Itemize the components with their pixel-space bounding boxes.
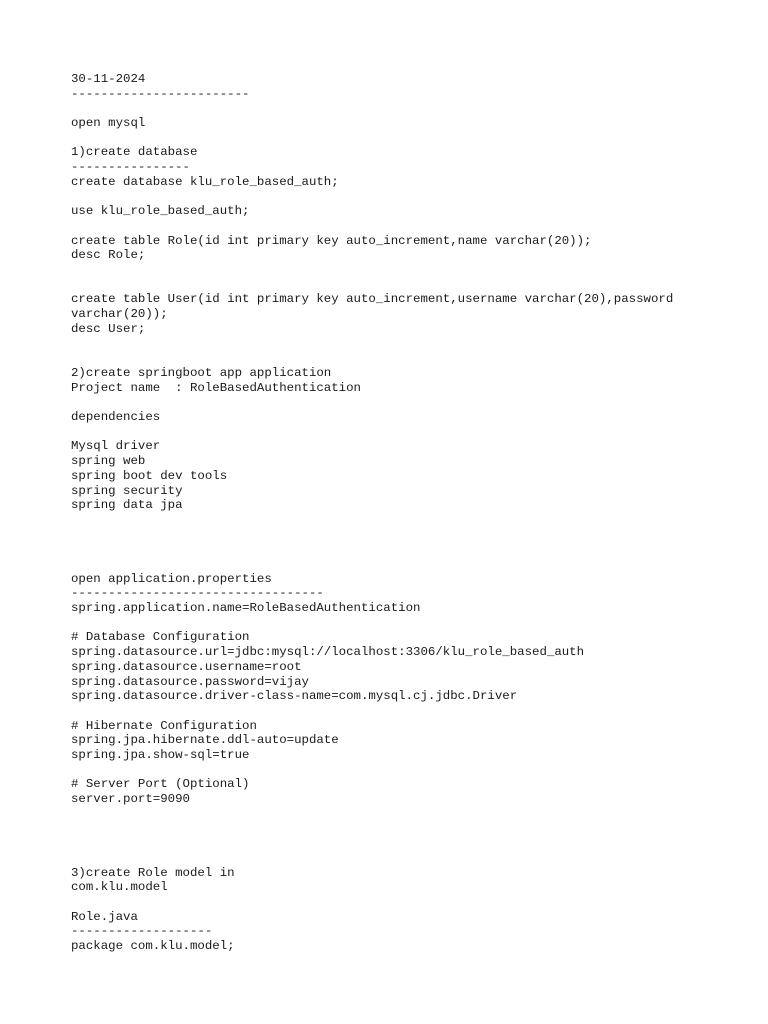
text-line: open application.properties <box>71 571 272 586</box>
blank-line <box>71 278 751 293</box>
blank-line <box>71 557 751 572</box>
blank-line <box>71 190 751 205</box>
blank-line <box>71 263 751 278</box>
text-line: ------------------- <box>71 924 213 939</box>
text-line: 2)create springboot app application <box>71 365 332 380</box>
blank-line <box>71 822 751 837</box>
text-line: create table Role(id int primary key auto_increment,name varchar(20)); <box>71 233 592 248</box>
text-line: use klu_role_based_auth; <box>71 204 250 219</box>
text-line: spring.jpa.hibernate.ddl-auto=update <box>71 733 339 748</box>
text-line: spring security <box>71 483 183 498</box>
blank-line <box>71 542 751 557</box>
blank-line <box>71 763 751 778</box>
text-line: ---------------------------------- <box>71 586 324 601</box>
blank-line <box>71 337 751 352</box>
text-line: create database klu_role_based_auth; <box>71 174 339 189</box>
text-line: spring web <box>71 454 146 469</box>
document-text <box>71 72 751 954</box>
blank-line <box>71 425 751 440</box>
text-line: package com.klu.model; <box>71 939 235 954</box>
blank-line <box>71 836 751 851</box>
text-line: create table User(id int primary key auto_increment,username varchar(20),password <box>71 292 674 307</box>
text-line: server.port=9090 <box>71 792 190 807</box>
text-line: # Hibernate Configuration <box>71 718 257 733</box>
text-line: spring data jpa <box>71 498 183 513</box>
text-line: Role.java <box>71 909 138 924</box>
blank-line <box>71 704 751 719</box>
text-line: dependencies <box>71 410 161 425</box>
blank-line <box>71 807 751 822</box>
text-line: spring.datasource.driver-class-name=com.mysql.cj.jdbc.Driver <box>71 689 518 704</box>
blank-line <box>71 528 751 543</box>
text-line: com.klu.model <box>71 880 168 895</box>
text-line: Mysql driver <box>71 439 161 454</box>
text-line: varchar(20)); <box>71 307 168 322</box>
text-line: # Database Configuration <box>71 630 250 645</box>
text-line: 30-11-2024 <box>71 72 146 86</box>
text-line: # Server Port (Optional) <box>71 777 250 792</box>
text-line: 1)create database <box>71 145 198 160</box>
text-line: open mysql <box>71 116 146 131</box>
text-line: spring.jpa.show-sql=true <box>71 748 250 763</box>
text-line: spring.application.name=RoleBasedAuthentication <box>71 601 421 616</box>
text-line: spring.datasource.url=jdbc:mysql://localhost:3306/klu_role_based_auth <box>71 645 585 660</box>
text-line: desc User; <box>71 321 146 336</box>
text-line: ------------------------ <box>71 86 250 101</box>
blank-line <box>71 351 751 366</box>
text-line: ---------------- <box>71 160 190 175</box>
blank-line <box>71 395 751 410</box>
text-line: 3)create Role model in <box>71 865 235 880</box>
blank-line <box>71 219 751 234</box>
blank-line <box>71 851 751 866</box>
text-line: Project name : RoleBasedAuthentication <box>71 380 361 395</box>
blank-line <box>71 895 751 910</box>
text-line: desc Role; <box>71 248 146 263</box>
text-line: spring.datasource.password=vijay <box>71 674 309 689</box>
text-line: spring boot dev tools <box>71 468 228 483</box>
text-line: spring.datasource.username=root <box>71 659 302 674</box>
blank-line <box>71 616 751 631</box>
blank-line <box>71 513 751 528</box>
blank-line <box>71 131 751 146</box>
blank-line <box>71 101 751 116</box>
